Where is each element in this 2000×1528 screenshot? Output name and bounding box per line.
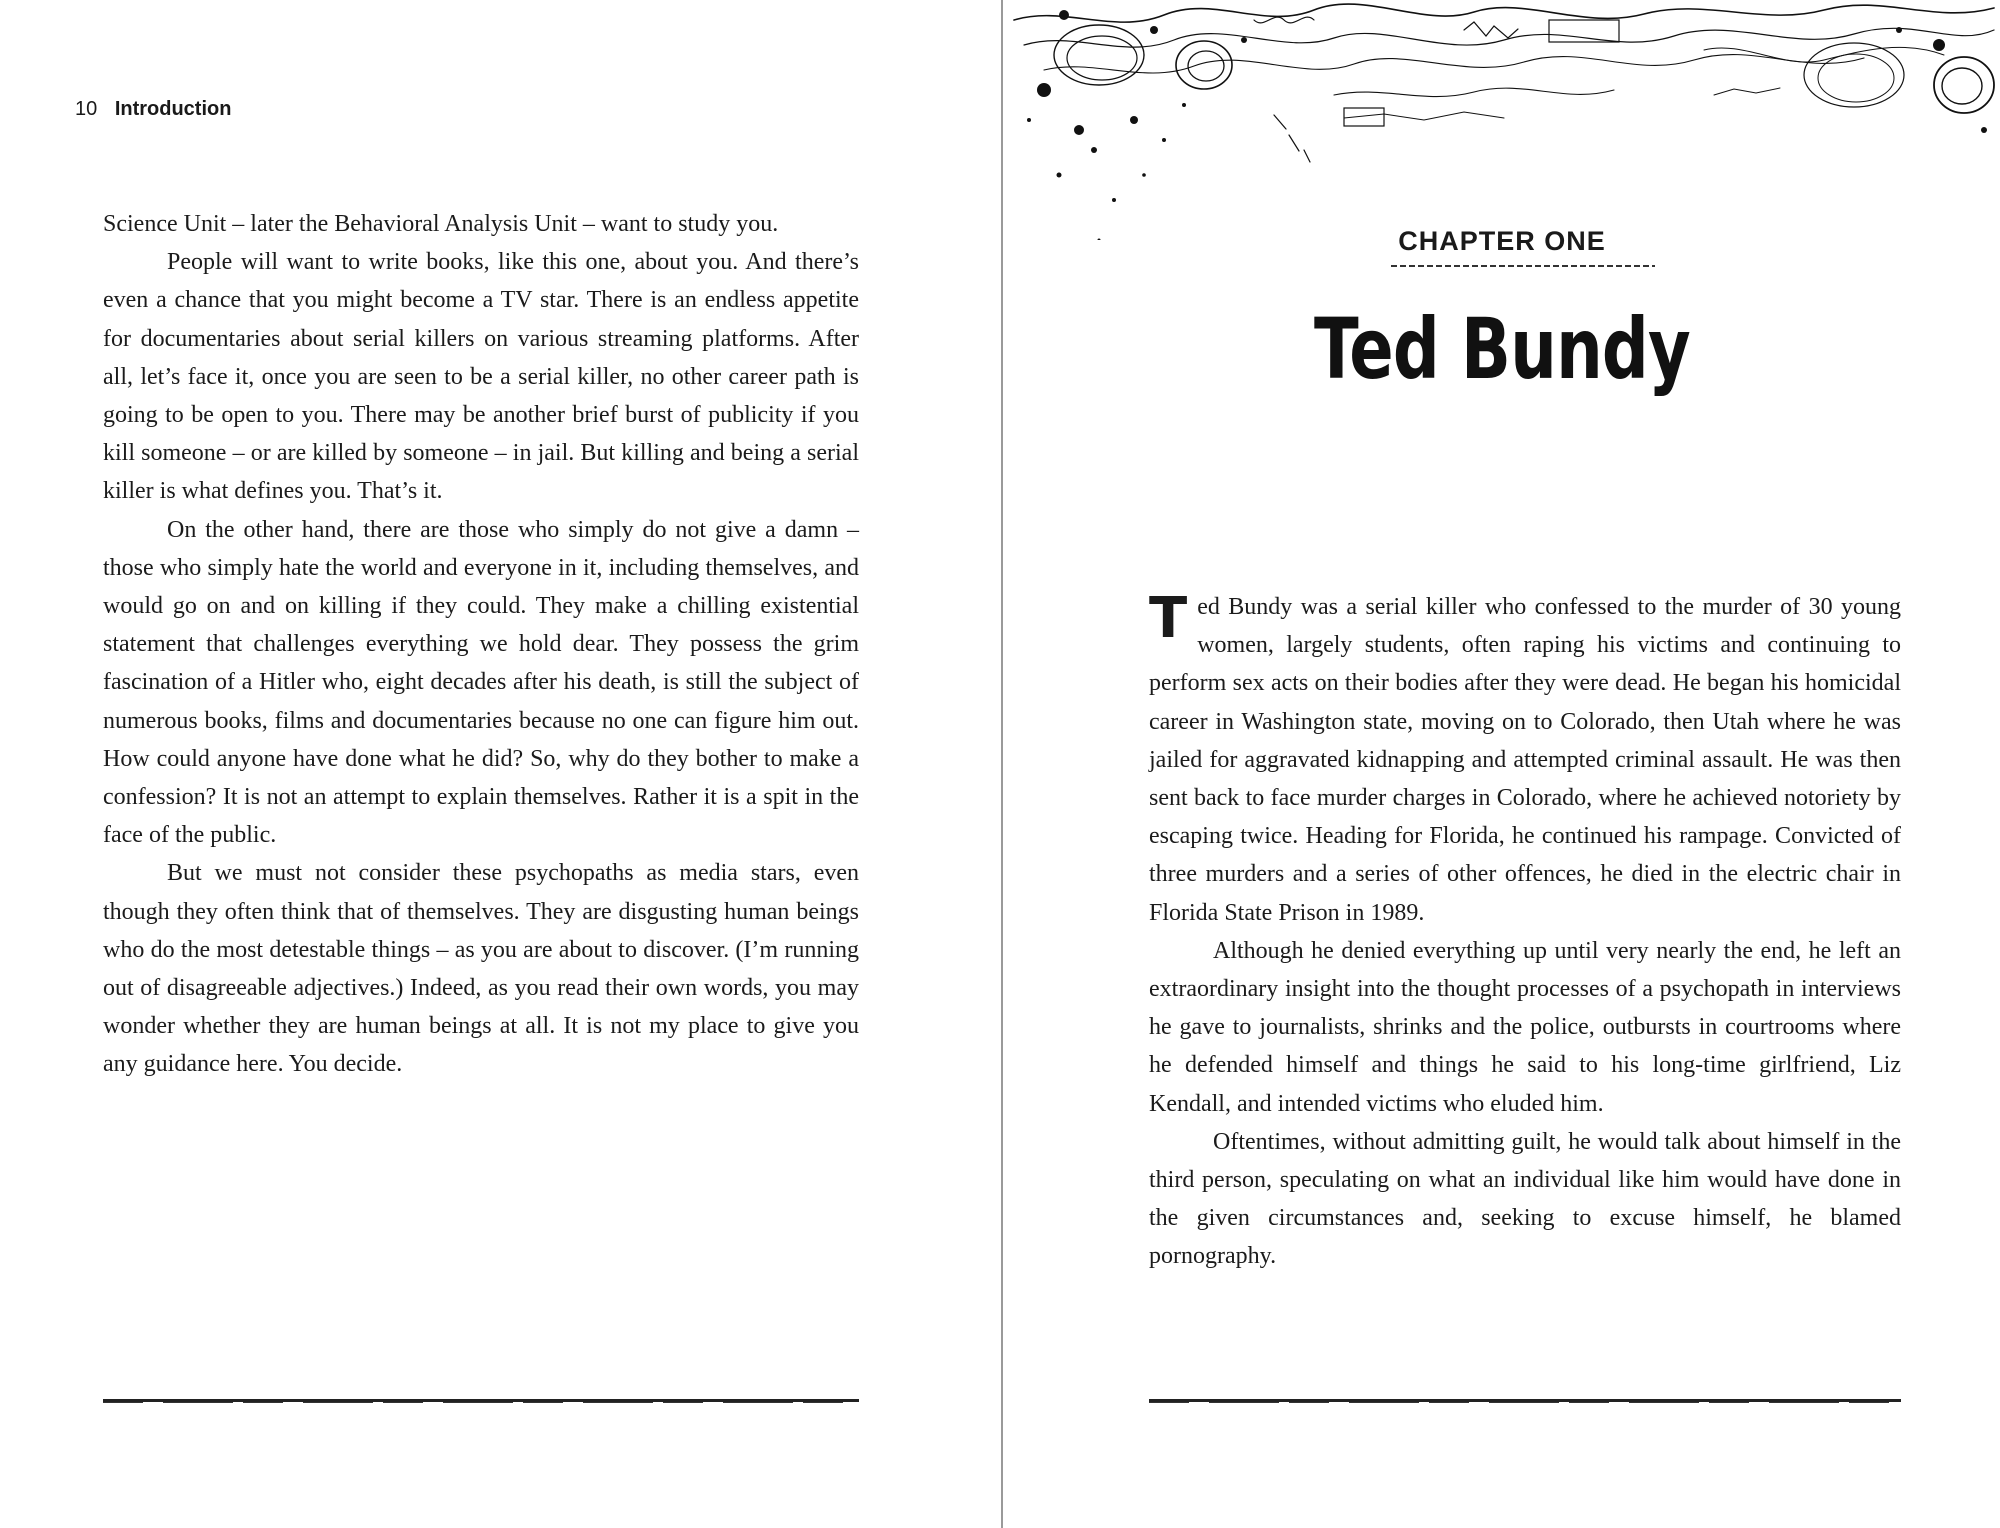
right-body-text xyxy=(1149,588,1901,1276)
footer-rule xyxy=(1149,1399,1901,1402)
paragraph: But we must not consider these psychopaths as media stars, even though they often think that of themselves. They are disgusting human beings who do the most detestable things – as you are about to discover. (I’m running out of disagreeable adjectives.) Indeed, as you read their own words, you may wonder whether they are human beings at all. It is not my place to give you any guidance here. You decide. xyxy=(103,860,859,1078)
footer-rule xyxy=(103,1399,859,1402)
chapter-title: Ted Bundy xyxy=(1314,300,1690,398)
left-body-text xyxy=(103,205,859,1084)
paragraph: Ted Bundy was a serial killer who confessed to the murder of 30 young women, largely students, often raping his victims and continuing to perform sex acts on their bodies after they were dead. He began his homicidal career in Washington state, moving on to Colorado, then Utah where he was jailed for aggravated kidnapping and attempted criminal assault. He was then sent back to face murder charges in Colorado, where he achieved notoriety by escaping twice. Heading for Florida, he continued his rampage. Convicted of three murders and a series of other offences, he died in the electric chair in Florida State Prison in 1989. xyxy=(1149,586,1901,926)
ink-scribble-decoration xyxy=(1004,0,2000,240)
paragraph: Oftentimes, without admitting guilt, he would talk about himself in the third person, speculating on what an individual like him would have done in the given circumstances and, seeking to excuse himself, he blamed pornography. xyxy=(1149,1128,1901,1270)
paragraph: Science Unit – later the Behavioral Analysis Unit – want to study you. xyxy=(103,211,779,237)
page-number: 10 xyxy=(75,98,98,120)
right-page xyxy=(1004,0,2000,1528)
running-head-title: Introduction xyxy=(114,98,232,120)
chapter-underline xyxy=(1391,265,1655,267)
paragraph: Although he denied everything up until very nearly the end, he left an extraordinary insight into the thought processes of a psychopath in interviews he gave to journalists, shrinks and the police, outbursts in courtrooms where he defended himself and things he said to his long-time girlfriend, Liz Kendall, and intended victims who eluded him. xyxy=(1149,937,1901,1117)
paragraph: People will want to write books, like this one, about you. And there’s even a chance that you might become a TV star. There is an endless appetite for documentaries about serial killers on various streaming platforms. After all, let’s face it, once you are seen to be a serial killer, no other career path is going to be open to you. There may be another brief burst of publicity if you kill someone – or are killed by someone – in jail. But killing and being a serial killer is what defines you. That’s it. xyxy=(103,249,859,505)
paragraph: On the other hand, there are those who simply do not give a damn – those who simply hate the world and everyone in it, including themselves, and would go on and on killing if they could. They make a chilling existential statement that challenges everything we hold dear. They possess the grim fascination of a Hitler who, eight decades after his death, is still the subject of numerous books, films and documentaries because no one can figure him out. How could anyone have done what he did? So, why do they bother to make a confession? It is not an attempt to explain themselves. Rather it is a spit in the face of the public. xyxy=(103,516,859,849)
running-head xyxy=(75,98,231,121)
page-gutter xyxy=(1001,0,1003,1528)
chapter-label: CHAPTER ONE xyxy=(1398,226,1606,256)
